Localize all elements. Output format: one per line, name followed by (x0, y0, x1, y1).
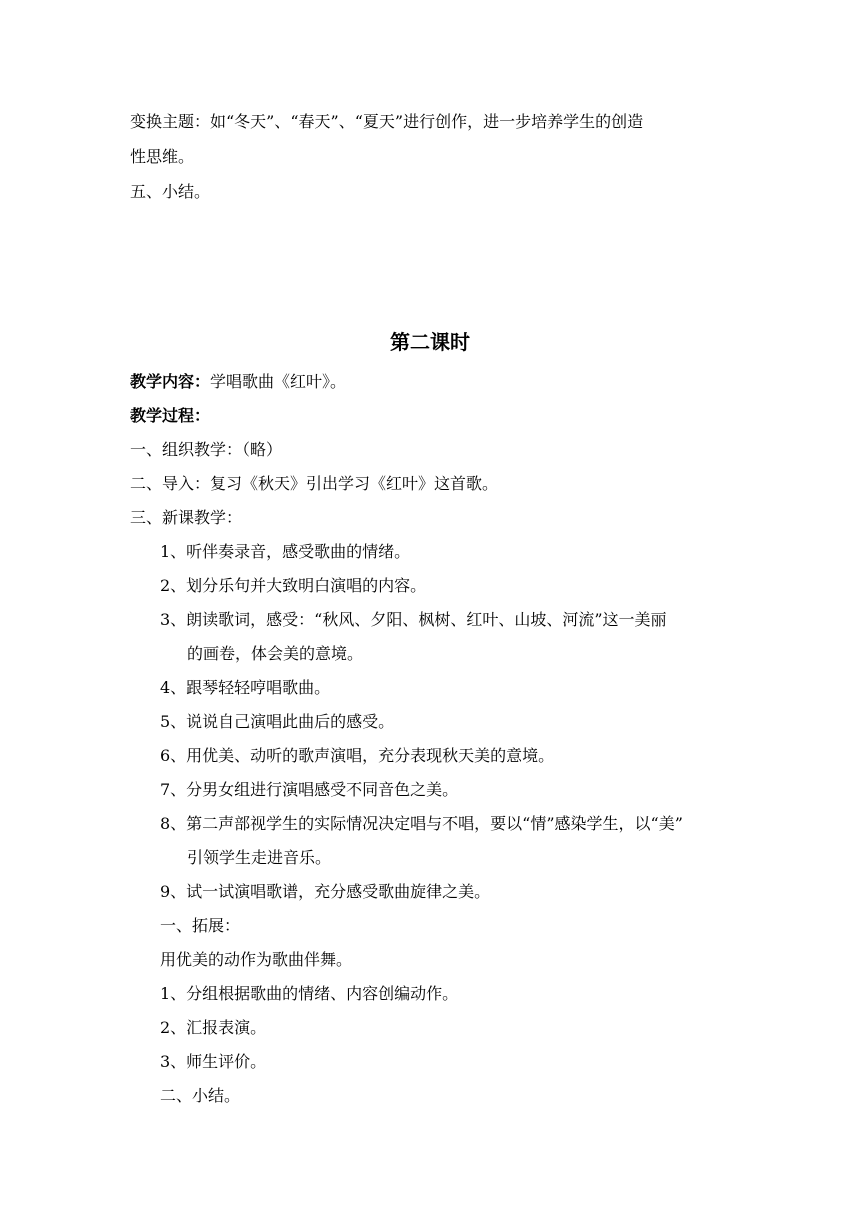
paragraph-line: 变换主题：如“冬天”、“春天”、“夏天”进行创作，进一步培养学生的创造 (130, 112, 644, 131)
paragraph-line: 性思维。 (130, 147, 195, 166)
step-item: 三、新课教学： (130, 508, 243, 527)
teaching-content-value: 学唱歌曲《红叶》。 (210, 372, 347, 391)
lesson-summary: 二、小结。 (160, 1086, 241, 1105)
step-item: 二、导入：复习《秋天》引出学习《红叶》这首歌。 (130, 474, 499, 493)
extension-item: 1、分组根据歌曲的情绪、内容创编动作。 (160, 984, 459, 1003)
sub-step-item: 4、跟琴轻轻哼唱歌曲。 (160, 678, 331, 697)
sub-step-continuation: 引领学生走进音乐。 (187, 848, 332, 867)
teaching-process-label: 教学过程： (130, 406, 211, 425)
extension-item: 2、汇报表演。 (160, 1018, 267, 1037)
sub-step-item: 6、用优美、动听的歌声演唱，充分表现秋天美的意境。 (160, 746, 555, 765)
extension-heading: 一、拓展： (160, 916, 241, 935)
extension-intro: 用优美的动作为歌曲伴舞。 (160, 950, 353, 969)
lesson-title: 第二课时 (390, 330, 470, 354)
teaching-content (130, 372, 346, 392)
sub-step-item: 9、试一试演唱歌谱，充分感受歌曲旋律之美。 (160, 882, 491, 901)
sub-step-item: 2、划分乐句并大致明白演唱的内容。 (160, 576, 427, 595)
sub-step-item: 8、第二声部视学生的实际情况决定唱与不唱，要以“情”感染学生，以“美” (160, 814, 683, 833)
teaching-content-label: 教学内容： (130, 372, 211, 391)
extension-item: 3、师生评价。 (160, 1052, 267, 1071)
sub-step-item: 7、分男女组进行演唱感受不同音色之美。 (160, 780, 459, 799)
step-item: 一、组织教学：（略） (130, 440, 283, 459)
sub-step-item: 1、听伴奏录音，感受歌曲的情绪。 (160, 542, 411, 561)
sub-step-continuation: 的画卷，体会美的意境。 (187, 644, 364, 663)
section-summary: 五、小结。 (130, 182, 211, 201)
sub-step-item: 3、朗读歌词，感受：“秋风、夕阳、枫树、红叶、山坡、河流”这一美丽 (160, 610, 667, 629)
sub-step-item: 5、说说自己演唱此曲后的感受。 (160, 712, 395, 731)
